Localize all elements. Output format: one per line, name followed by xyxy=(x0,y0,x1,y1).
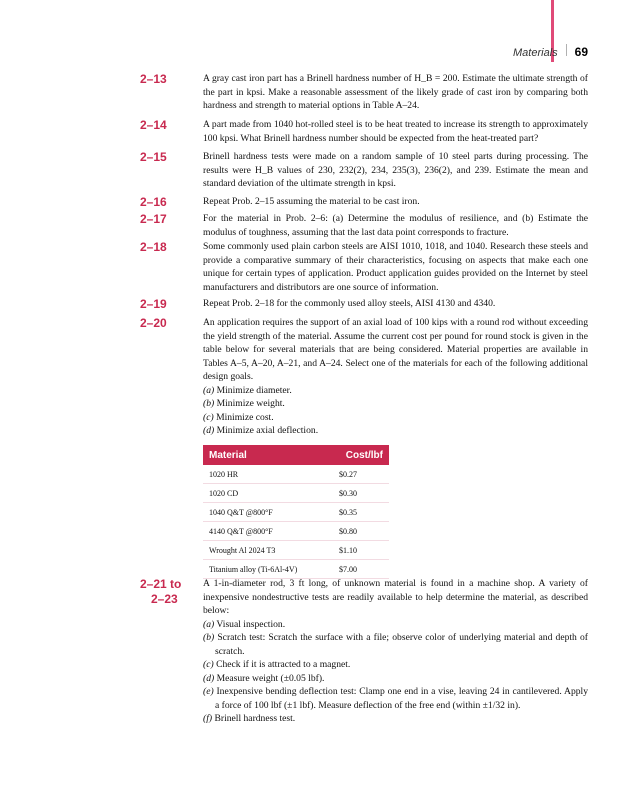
item-label: (b) xyxy=(203,398,215,409)
problem-body xyxy=(203,577,588,726)
item-label: (d) xyxy=(203,672,215,684)
cell-material: Titanium alloy (Ti-6Al-4V) xyxy=(209,564,298,574)
list-item xyxy=(203,712,588,726)
problem-text: For the material in Prob. 2–6: (a) Determine the modulus of resilience, and (b) Estimate the modulus of toughness, assuming that the last data point corresponds to fracture. xyxy=(203,213,588,238)
problem-text: Repeat Prob. 2–18 for the commonly used alloy steels, AISI 4130 and 4340. xyxy=(203,298,496,309)
problem-number: 2–18 xyxy=(140,240,167,254)
problem-text: A part made from 1040 hot-rolled steel is to be heat treated to increase its strength to approximately 100 kpsi. What Brinell hardness number should be expected from the heat-treated part? xyxy=(203,119,588,144)
list-item xyxy=(203,424,588,438)
table-row xyxy=(203,522,389,541)
item-text: Visual inspection. xyxy=(216,618,286,630)
problem-number: 2–16 xyxy=(140,195,167,209)
list-item xyxy=(203,658,588,672)
item-label: (e) xyxy=(203,686,214,697)
problem-number: 2–17 xyxy=(140,212,167,226)
item-label: (a) xyxy=(203,618,215,630)
item-text: Inexpensive bending deflection test: Clamp one end in a vise, leaving 24 in cantilevered. Apply a force of 100 lbf (±1 lbf). Measure deflection of the free end (within ±1/32 in). xyxy=(215,686,588,711)
item-label: (f) xyxy=(203,713,213,724)
item-label: (d) xyxy=(203,425,215,436)
cell-cost: $7.00 xyxy=(339,564,357,574)
item-text: Minimize axial deflection. xyxy=(216,425,319,436)
column-header-material: Material xyxy=(209,449,247,461)
list-item xyxy=(203,618,588,632)
item-label: (c) xyxy=(203,659,214,670)
problem-text: A 1-in-diameter rod, 3 ft long, of unknown material is found in a machine shop. A variety of inexpensive nondestructive tests are readily available to help determine the material, as described below: xyxy=(203,578,588,616)
problem-text: An application requires the support of an axial load of 100 kips with a round rod without exceeding the yield strength of the material. Assume the current cost per pound for round stock is given in the table below for several materials that are being considered. Material properties are available in Tables A–5, A–20, A–21, and A–24. Select one of the materials for each of the following additional design goals. xyxy=(203,317,588,382)
problem-number: 2–15 xyxy=(140,150,167,164)
list-item xyxy=(203,411,588,425)
item-text: Brinell hardness test. xyxy=(214,713,296,724)
table-row xyxy=(203,465,389,484)
problem-text: A gray cast iron part has a Brinell hardness number of H_B = 200. Estimate the ultimate strength of the part in kpsi. Make a reasonable assessment of the likely grade of cast iron by comparing both hardness and strength to material options in Table A–24. xyxy=(203,73,588,111)
cost-table xyxy=(203,445,389,585)
list-item xyxy=(203,685,588,712)
cell-cost: $0.80 xyxy=(339,526,357,536)
item-text: Minimize cost. xyxy=(216,411,274,423)
list-item xyxy=(203,397,588,411)
problem-number: 2–19 xyxy=(140,297,167,311)
list-item xyxy=(203,631,588,658)
cell-material: 1020 CD xyxy=(209,488,239,498)
item-text: Minimize weight. xyxy=(216,398,285,409)
item-text: Check if it is attracted to a magnet. xyxy=(216,659,351,670)
problem-number: 2–14 xyxy=(140,118,167,132)
problem-text: Repeat Prob. 2–15 assuming the material to be cast iron. xyxy=(203,196,420,207)
cell-material: Wrought Al 2024 T3 xyxy=(209,545,276,555)
list-item xyxy=(203,384,588,398)
section-title: Materials xyxy=(513,47,558,59)
table-row xyxy=(203,484,389,503)
problem-number-end: 2–23 xyxy=(151,592,178,606)
table-row xyxy=(203,541,389,560)
problem-text: Brinell hardness tests were made on a random sample of 10 steel parts during processing. The results were H_B values of 230, 232(2), 234, 235(3), 236(2), and 239. Estimate the mean and standard deviation of the ultimate strength in kpsi. xyxy=(203,151,588,189)
cell-cost: $0.35 xyxy=(339,507,357,517)
item-label: (b) xyxy=(203,632,215,643)
cell-material: 1040 Q&T @800°F xyxy=(209,507,273,517)
item-text: Scratch test: Scratch the surface with a file; observe color of underlying material and depth of scratch. xyxy=(215,632,588,657)
cell-material: 1020 HR xyxy=(209,469,239,479)
problem-number: 2–20 xyxy=(140,316,167,330)
item-text: Minimize diameter. xyxy=(216,384,292,396)
page-number: 69 xyxy=(574,45,588,59)
cell-material: 4140 Q&T @800°F xyxy=(209,526,273,536)
running-head xyxy=(513,44,588,59)
problem-body xyxy=(203,316,588,438)
item-label: (c) xyxy=(203,411,214,423)
cell-cost: $0.27 xyxy=(339,469,357,479)
item-label: (a) xyxy=(203,384,215,396)
problem-number: 2–13 xyxy=(140,72,167,86)
table-header xyxy=(203,445,389,465)
problem-text: Some commonly used plain carbon steels are AISI 1010, 1018, and 1040. Research these steels and provide a comparative summary of their characteristics, focusing on aspects that make each one unique for certain types of application. Product application guides provided on the Internet by steel manufacturers and distributors are one source of information. xyxy=(203,241,588,293)
item-text: Measure weight (±0.05 lbf). xyxy=(216,672,325,684)
column-header-cost: Cost/lbf xyxy=(345,449,383,461)
cell-cost: $1.10 xyxy=(339,545,357,555)
list-item xyxy=(203,672,588,686)
problem-number: 2–21 to xyxy=(140,577,182,591)
cell-cost: $0.30 xyxy=(339,488,357,498)
table-row xyxy=(203,503,389,522)
header-separator xyxy=(566,44,567,56)
